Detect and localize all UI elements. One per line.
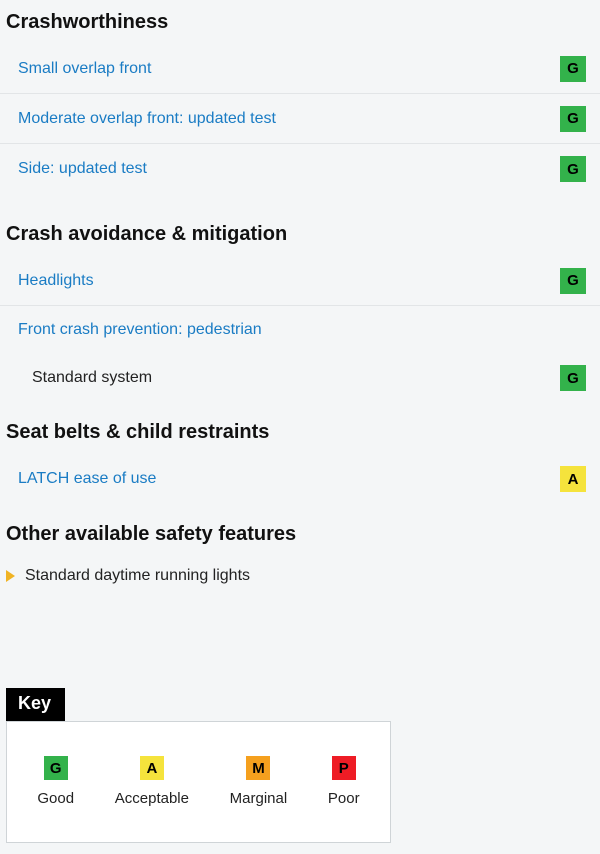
rating-label[interactable]: Headlights [18,271,94,289]
section-title-crash-avoidance: Crash avoidance & mitigation [6,223,288,245]
triangle-right-icon [6,570,15,582]
section-crash-avoidance-rows [0,246,600,402]
section-title-other-features: Other available safety features [6,523,297,545]
rating-sublabel: Standard system [32,369,153,387]
section-crashworthiness-rows [0,34,600,194]
section-other-features-rows [0,546,600,596]
status-badge: G [560,156,586,182]
status-badge: G [560,365,586,391]
spacer [0,0,600,10]
spacer [0,246,600,256]
spacer [0,34,600,44]
feature-label: Standard daytime running lights [25,567,251,584]
section-title-crashworthiness: Crashworthiness [6,11,169,33]
key-item-label: Poor [327,790,360,808]
status-badge: G [560,106,586,132]
spacer [0,194,600,222]
key-legend [6,688,391,843]
spacer [0,402,600,420]
section-title-seat-belts: Seat belts & child restraints [6,421,270,443]
spacer [0,444,600,454]
rating-subrow [0,354,600,402]
rating-row[interactable] [0,454,600,504]
status-badge: P [332,756,356,780]
rating-label[interactable]: LATCH ease of use [18,470,157,488]
spacer [0,504,600,522]
status-badge: M [246,756,270,780]
rating-label[interactable]: Side: updated test [18,160,147,178]
key-item-label: Marginal [229,790,288,808]
key-title: Key [6,688,65,721]
key-item [328,756,360,807]
spacer [0,546,600,556]
key-item [230,756,288,807]
key-item-label: Good [37,790,75,808]
status-badge: A [560,466,586,492]
status-badge: G [560,268,586,294]
key-items [6,721,391,843]
rating-row[interactable] [0,94,600,144]
rating-group-header[interactable] [0,306,600,354]
section-seat-belts-rows [0,444,600,504]
rating-label[interactable]: Moderate overlap front: updated test [18,109,276,127]
status-badge: G [560,56,586,82]
key-item [115,756,189,807]
key-item-label: Acceptable [114,790,189,808]
rating-row[interactable] [0,256,600,306]
status-badge: A [140,756,164,780]
status-badge: G [44,756,68,780]
key-item [37,756,74,807]
rating-row[interactable] [0,144,600,194]
feature-row[interactable] [0,556,600,596]
rating-label[interactable]: Front crash prevention: pedestrian [18,321,262,339]
rating-row[interactable] [0,44,600,94]
rating-label[interactable]: Small overlap front [18,59,152,77]
